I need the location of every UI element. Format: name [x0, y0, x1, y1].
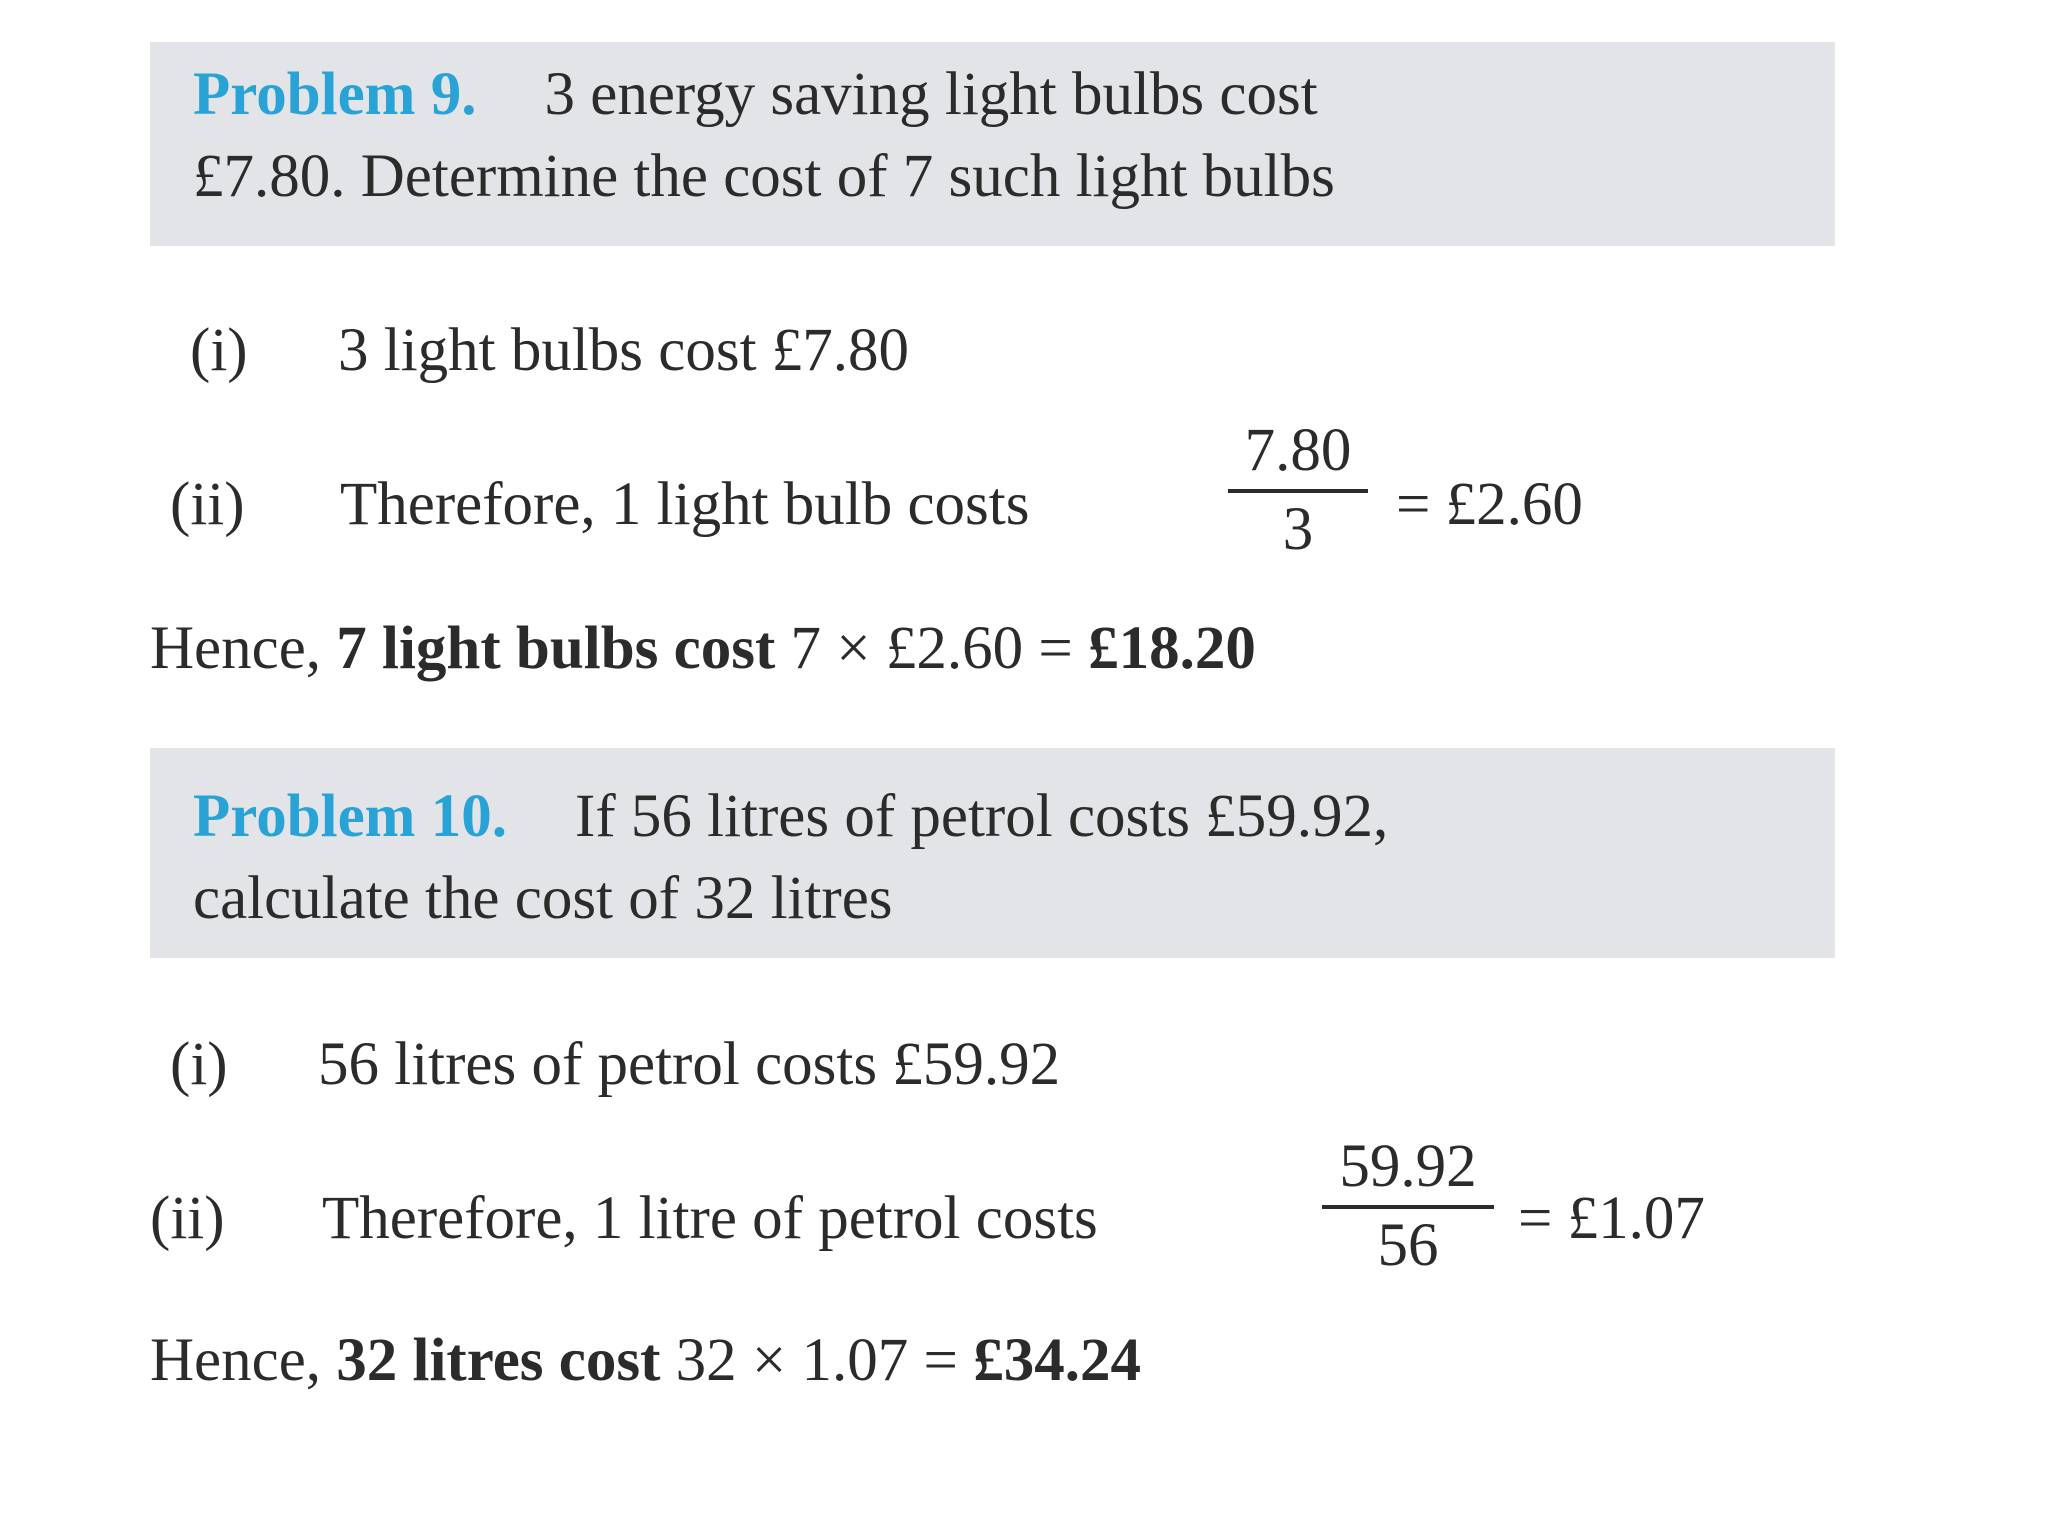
problem-9-conclusion-calc: 7 × £2.60 =	[790, 615, 1073, 682]
problem-9-step2-result: = £2.60	[1396, 471, 1583, 538]
problem-10-step2-result: = £1.07	[1518, 1185, 1705, 1252]
problem-9-statement-line2: £7.80. Determine the cost of 7 such light bulbs	[193, 143, 1335, 210]
problem-10-fraction-numerator: 59.92	[1339, 1133, 1477, 1200]
problem-9-box	[150, 42, 1835, 246]
fraction-bar	[1228, 489, 1368, 493]
problem-10-fraction-denominator: 56	[1377, 1212, 1439, 1279]
problem-9-fraction	[1228, 417, 1368, 563]
fraction-bar	[1322, 1205, 1494, 1209]
problem-9-statement-line1	[193, 61, 1318, 128]
problem-10-conclusion-bold: 32 litres cost	[336, 1327, 661, 1394]
problem-9-step1-number: (i)	[190, 317, 248, 384]
problem-9-statement-text: 3 energy saving light bulbs cost	[544, 61, 1318, 128]
problem-9-step2-number: (ii)	[170, 471, 245, 538]
problem-9-title: Problem 9.	[193, 61, 477, 128]
problem-10-statement-line1	[193, 783, 1389, 850]
problem-10-title: Problem 10.	[193, 783, 507, 850]
problem-10-step2-text: Therefore, 1 litre of petrol costs	[322, 1185, 1098, 1252]
problem-9-answer: £18.20	[1088, 615, 1256, 682]
problem-10-conclusion-calc: 32 × 1.07 =	[675, 1327, 958, 1394]
problem-9-conclusion	[150, 615, 1256, 682]
problem-10-step2-number: (ii)	[150, 1185, 225, 1252]
problem-9-conclusion-bold: 7 light bulbs cost	[336, 615, 776, 682]
problem-9-step2-text: Therefore, 1 light bulb costs	[340, 471, 1030, 538]
problem-9-fraction-numerator: 7.80	[1244, 417, 1352, 484]
problem-10-fraction	[1322, 1133, 1494, 1279]
problem-10-answer: £34.24	[973, 1327, 1141, 1394]
problem-9-conclusion-lead: Hence,	[150, 615, 322, 682]
problem-10-conclusion	[150, 1327, 1141, 1394]
problem-10-conclusion-lead: Hence,	[150, 1327, 322, 1394]
problem-10-statement-line2: calculate the cost of 32 litres	[193, 865, 893, 932]
problem-10-step1-number: (i)	[170, 1031, 228, 1098]
problem-9-fraction-denominator: 3	[1282, 496, 1314, 563]
problem-9-step1-text: 3 light bulbs cost £7.80	[338, 317, 910, 384]
problem-10-statement-text: If 56 litres of petrol costs £59.92,	[575, 783, 1389, 850]
problem-10-step1-text: 56 litres of petrol costs £59.92	[318, 1031, 1061, 1098]
problem-10-box	[150, 748, 1835, 958]
